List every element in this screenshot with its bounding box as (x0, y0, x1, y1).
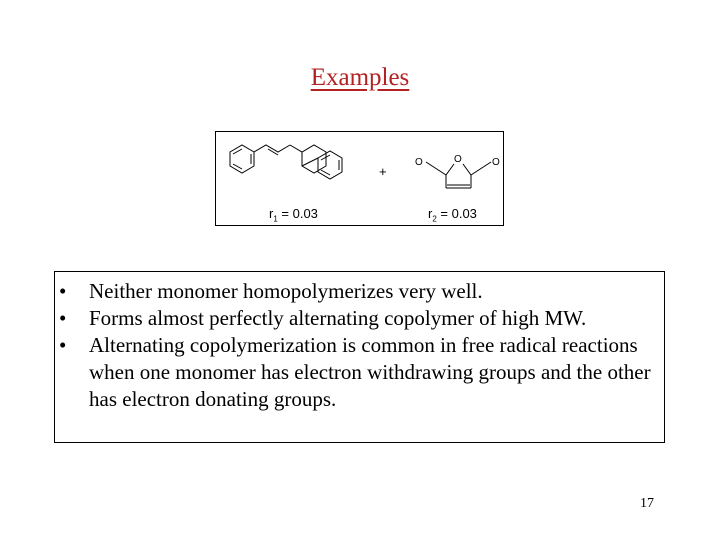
bullet-marker: • (59, 333, 67, 357)
r2-symbol: r (428, 206, 433, 221)
r1-symbol: r (269, 206, 274, 221)
r2-label (428, 206, 477, 224)
benzene-ring-right (290, 145, 326, 173)
bullet-list-box (54, 271, 665, 443)
bullet-text: Alternating copolymerization is common in free radical reactions when one monomer has electron withdrawing groups and the other has electron donating groups. (89, 333, 651, 411)
plus-sign: + (379, 164, 387, 179)
bullet-item (55, 332, 664, 413)
r2-value: = 0.03 (436, 206, 477, 221)
maleic-anhydride (426, 162, 491, 188)
page-number: 17 (640, 496, 654, 511)
r1-label (269, 206, 318, 224)
r1-subscript: 1 (273, 214, 278, 224)
bullet-marker: • (59, 306, 67, 330)
bullet-marker: • (59, 279, 67, 303)
svg-text:O: O (492, 157, 500, 168)
svg-text:O: O (415, 157, 423, 168)
monomer-structures-figure (215, 131, 504, 226)
bullet-text: Neither monomer homopolymerizes very well. (89, 279, 483, 303)
bullet-item (55, 278, 664, 305)
slide-title: Examples (310, 64, 410, 91)
r2-subscript: 2 (432, 214, 437, 224)
bullet-item (55, 305, 664, 332)
bullet-text: Forms almost perfectly alternating copolymer of high MW. (89, 306, 587, 330)
svg-text:O: O (454, 154, 462, 165)
r1-value: = 0.03 (277, 206, 318, 221)
